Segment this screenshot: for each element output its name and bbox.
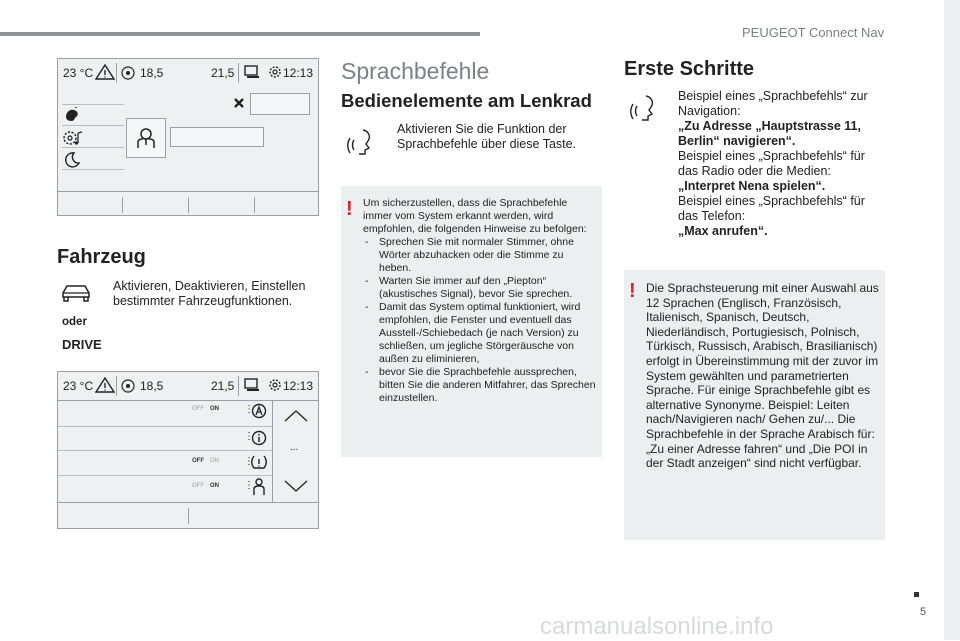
driver-seat-icon — [251, 478, 267, 496]
bottom-bar-sep — [188, 508, 189, 524]
example-command-nav: „Zu Adresse „Hauptstrasse 11, Berlin“ navigieren“. — [678, 119, 861, 148]
example-intro-phone: Beispiel eines „Sprachbefehls“ für das Telefon: — [678, 194, 865, 223]
input-field-top[interactable] — [250, 93, 310, 115]
subtitle-steering-controls: Bedienelemente am Lenkrad — [341, 90, 592, 111]
section-title-erste-schritte: Erste Schritte — [624, 58, 755, 80]
row-divider — [58, 475, 272, 476]
status-divider — [238, 63, 239, 83]
drive-label: DRIVE — [62, 337, 102, 352]
list-top-divider — [58, 400, 318, 401]
header-rule — [0, 32, 480, 36]
more-options-icon[interactable]: ⋮ — [244, 480, 254, 491]
note-text — [363, 197, 597, 405]
clock: 12:13 — [283, 379, 314, 393]
vehicle-screen-functions — [57, 371, 319, 529]
bottom-bar-divider — [58, 502, 318, 503]
running-header: PEUGEOT Connect Nav — [742, 25, 885, 40]
example-command-radio: „Interpret Nena spielen“. — [678, 179, 826, 193]
odometer-b: 21,5 — [211, 66, 235, 80]
person-seat-icon — [135, 127, 157, 149]
note-intro: Um sicherzustellen, dass die Sprachbefehle immer vom System erkannt werden, wird empfohlen, die folgenden Hinweise zu befolgen: — [363, 197, 587, 235]
status-bar — [58, 59, 318, 87]
first-steps-examples — [678, 89, 878, 239]
menu-divider — [62, 125, 124, 126]
row-divider — [58, 450, 272, 451]
page-number: 5 — [920, 606, 927, 618]
note-item: - Sprechen Sie mit normaler Stimmer, ohne Wörter abzuhacken oder die Stimme zu heben. — [363, 236, 597, 275]
example-intro-nav: Beispiel eines „Sprachbefehls“ zur Navigation: — [678, 89, 868, 118]
odometer-b: 21,5 — [211, 379, 235, 393]
toggle-row-4[interactable]: OFF ON — [192, 483, 219, 489]
odometer-a: 18,5 — [140, 66, 164, 80]
location-icon — [121, 66, 135, 80]
settings-music-icon[interactable] — [62, 129, 84, 147]
odometer-a: 18,5 — [140, 379, 164, 393]
warning-icon — [95, 64, 115, 80]
menu-divider — [62, 104, 124, 105]
close-icon[interactable] — [233, 97, 245, 109]
example-command-phone: „Max anrufen“. — [678, 224, 768, 238]
status-divider — [116, 63, 117, 83]
info-icon — [251, 430, 267, 446]
more-options-icon[interactable]: ⋮ — [244, 431, 254, 442]
toggle-row-3[interactable]: OFF ON — [192, 458, 219, 464]
clock: 12:13 — [283, 66, 314, 80]
example-intro-radio: Beispiel eines „Sprachbefehls“ für das Radio oder die Medien: — [678, 149, 865, 178]
voice-command-icon — [345, 126, 379, 160]
moon-icon[interactable] — [64, 152, 80, 168]
oder-label: oder — [62, 316, 87, 328]
settings-icon — [267, 377, 283, 393]
watermark: carmanualsonline.info — [540, 613, 774, 640]
page-title: Sprachbefehle — [341, 58, 490, 84]
bottom-bar-sep — [188, 197, 189, 213]
scroll-up-icon[interactable] — [284, 410, 308, 422]
page-dots: ... — [290, 442, 299, 453]
bottom-bar-divider — [58, 191, 318, 192]
warning-exclamation-icon: ! — [346, 198, 353, 220]
auto-icon — [251, 403, 267, 419]
scroll-column-divider — [272, 400, 273, 502]
car-icon — [60, 283, 92, 303]
languages-note-text: Die Sprachsteuerung mit einer Auswahl aus 12 Sprachen (Englisch, Französisch, Italienisch, Spanisch, Deutsch, Niederländisch, Portugiesisch, Polnisch, Türkisch, Russisch, Arabisch, Brasilianisch) erfolgt in Übereinstimmung mit der zuvor im System gewählten und parametrierten Sprache. Für einige Sprachbefehle gibt es alternative Synonyme. Beispiel: Leiten nach/Navigieren nach/ Gehen zu/... Die Sprachbefehle in der Sprache Arabisch für: „Zu einer Adresse fahren“ und „Die POI in der Stadt anzeigen“ sind nicht verfügbar. — [646, 281, 879, 471]
cast-icon — [244, 378, 260, 392]
location-icon — [121, 379, 135, 393]
warning-icon — [95, 377, 115, 393]
status-divider — [116, 376, 117, 396]
temperature: 23 °C — [63, 379, 94, 393]
person-seat-button[interactable] — [126, 118, 166, 158]
bottom-bar-sep — [254, 197, 255, 213]
more-options-icon[interactable]: ⋮ — [244, 404, 254, 415]
more-options-icon[interactable]: ⋮ — [244, 456, 254, 467]
vehicle-screen-settings — [57, 58, 319, 216]
temperature: 23 °C — [63, 66, 94, 80]
note-item: - Warten Sie immer auf den „Piepton“ (akustisches Signal), bevor Sie sprechen. — [363, 275, 597, 301]
settings-icon — [267, 64, 283, 80]
tyre-pressure-icon — [250, 454, 268, 470]
warning-exclamation-icon: ! — [629, 280, 636, 302]
cast-icon — [244, 65, 260, 79]
note-box-languages — [624, 270, 885, 540]
scroll-down-icon[interactable] — [284, 480, 308, 492]
row-divider — [58, 426, 272, 427]
note-item: - Damit das System optimal funktioniert, wird empfohlen, die Fenster und eventuell das Ausstell-/Schiebedach (je nach Version) zu schließen, um jegliche Störgeräusche von außen zu eliminieren, — [363, 301, 597, 366]
palette-icon[interactable] — [64, 107, 80, 123]
footer-square-icon — [914, 592, 919, 597]
toggle-row-1[interactable]: OFF ON — [192, 406, 219, 412]
note-item: - bevor Sie die Sprachbefehle aussprechen, bitten Sie die anderen Mitfahrer, das Sprechen einzustellen. — [363, 366, 597, 405]
side-tab — [944, 0, 960, 640]
note-box-tips — [341, 186, 602, 457]
menu-divider — [62, 169, 124, 170]
bottom-bar-sep — [122, 197, 123, 213]
voice-command-icon — [628, 92, 662, 126]
section-title-fahrzeug: Fahrzeug — [57, 246, 146, 268]
voice-intro-text: Aktivieren Sie die Funktion der Sprachbefehle über diese Taste. — [397, 122, 577, 151]
input-field-middle[interactable] — [170, 127, 264, 147]
menu-divider — [62, 147, 124, 148]
fahrzeug-description: Aktivieren, Deaktivieren, Einstellen bestimmter Fahrzeugfunktionen. — [113, 279, 306, 308]
status-divider — [238, 376, 239, 396]
status-bar — [58, 372, 318, 400]
